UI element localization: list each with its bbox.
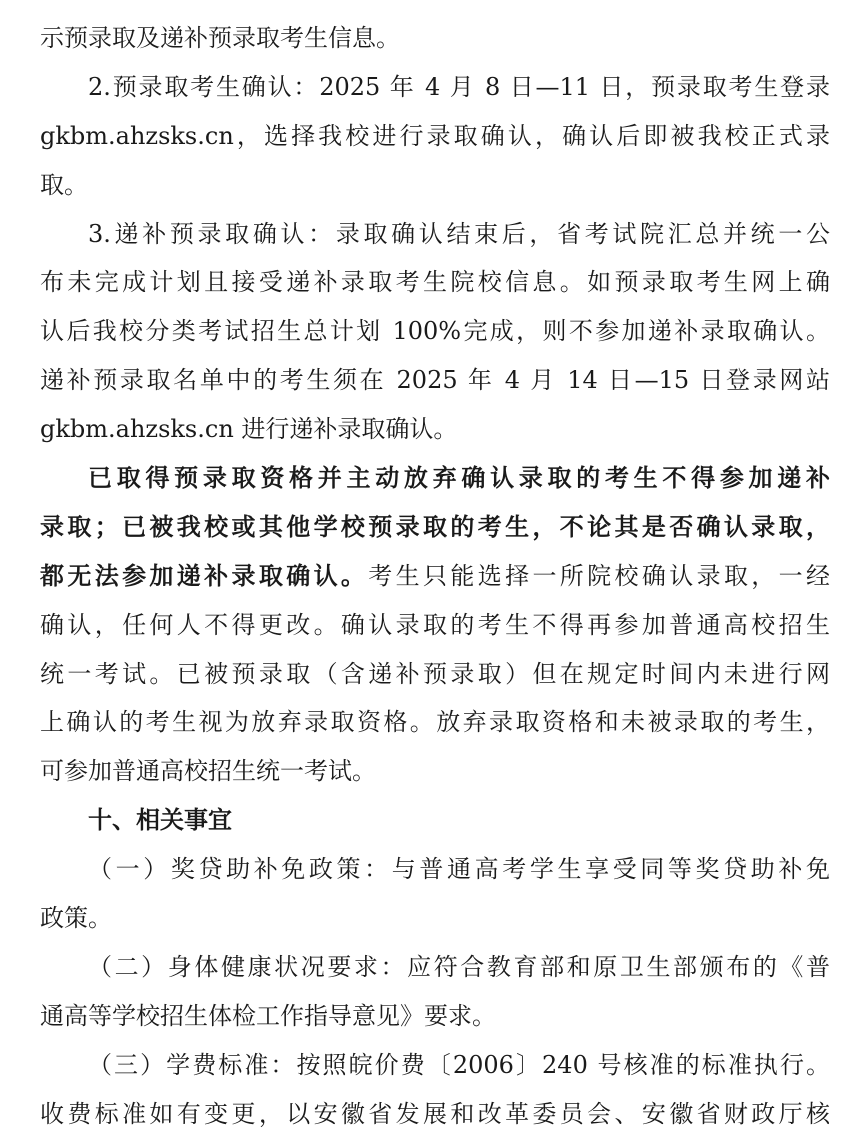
mixed-paragraph-line <box>40 552 830 601</box>
paragraph-line: 统一考试。已被预录取（含递补预录取）但在规定时间内未进行网 <box>40 659 830 688</box>
bold-paragraph-line: 已取得预录取资格并主动放弃确认录取的考生不得参加递补 <box>88 463 830 493</box>
paragraph-line: 3.递补预录取确认：录取确认结束后，省考试院汇总并统一公 <box>88 219 830 248</box>
paragraph-line: gkbm.ahzsks.cn 进行递补录取确认。 <box>40 415 458 444</box>
paragraph-line: 布未完成计划且接受递补录取考生院校信息。如预录取考生网上确 <box>40 268 830 297</box>
paragraph-line: 上确认的考生视为放弃录取资格。放弃录取资格和未被录取的考生， <box>40 708 830 737</box>
bold-paragraph-line: 录取；已被我校或其他学校预录取的考生，不论其是否确认录取， <box>40 511 830 541</box>
paragraph-line: （二）身体健康状况要求：应符合教育部和原卫生部颁布的《普 <box>88 952 830 981</box>
paragraph-line: （一）奖贷助补免政策：与普通高考学生享受同等奖贷助补免 <box>88 855 830 884</box>
section-heading: 十、相关事宜 <box>88 806 232 835</box>
paragraph-line: 示预录取及递补预录取考生信息。 <box>40 24 400 52</box>
paragraph-line: 可参加普通高校招生统一考试。 <box>40 757 376 786</box>
regular-sentence: 考生只能选择一所院校确认录取，一经 <box>368 561 831 590</box>
paragraph-line: 认后我校分类考试招生总计划 100%完成，则不参加递补录取确认。 <box>40 317 830 346</box>
paragraph-line: 取。 <box>40 170 88 199</box>
paragraph-line: 通高等学校招生体检工作指导意见》要求。 <box>40 1001 496 1030</box>
paragraph-line: 确认，任何人不得更改。确认录取的考生不得再参加普通高校招生 <box>40 610 830 639</box>
paragraph-line: 递补预录取名单中的考生须在 2025 年 4 月 14 日—15 日登录网站 <box>40 366 830 395</box>
paragraph-line: gkbm.ahzsks.cn，选择我校进行录取确认，确认后即被我校正式录 <box>40 121 830 150</box>
paragraph-line: 2.预录取考生确认：2025 年 4 月 8 日—11 日，预录取考生登录 <box>88 72 830 101</box>
paragraph-line: （三）学费标准：按照皖价费〔2006〕240 号核准的标准执行。 <box>88 1050 830 1079</box>
paragraph-line: 政策。 <box>40 904 112 933</box>
document-page <box>40 14 830 1138</box>
bold-sentence: 都无法参加递补录取确认。 <box>40 560 369 590</box>
paragraph-line: 收费标准如有变更，以安徽省发展和改革委员会、安徽省财政厅核 <box>40 1099 830 1128</box>
